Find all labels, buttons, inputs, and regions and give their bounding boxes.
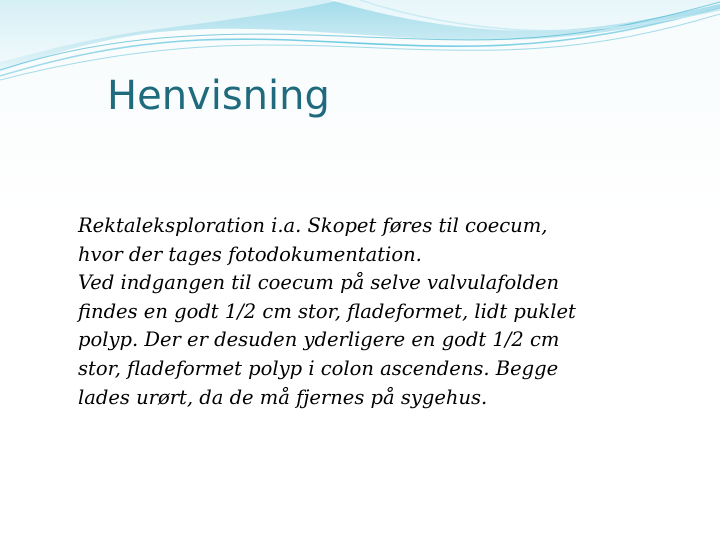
body-line: Ved indgangen til coecum på selve valvulafolden [78,271,560,295]
slide-body-text [78,212,638,412]
body-line: hvor der tages fotodokumentation. [78,242,422,266]
body-line: Rektaleksploration i.a. Skopet føres til coecum, [78,214,548,237]
slide-title: Henvisning [107,73,330,119]
body-line: findes en godt 1/2 cm stor, fladeformet, lidt puklet [78,299,576,323]
body-line: polyp. Der er desuden yderligere en godt 1/2 cm [78,328,560,352]
body-line: stor, fladeformet polyp i colon ascendens. Begge [78,356,559,380]
body-line: lades urørt, da de må fjernes på sygehus. [78,385,488,409]
